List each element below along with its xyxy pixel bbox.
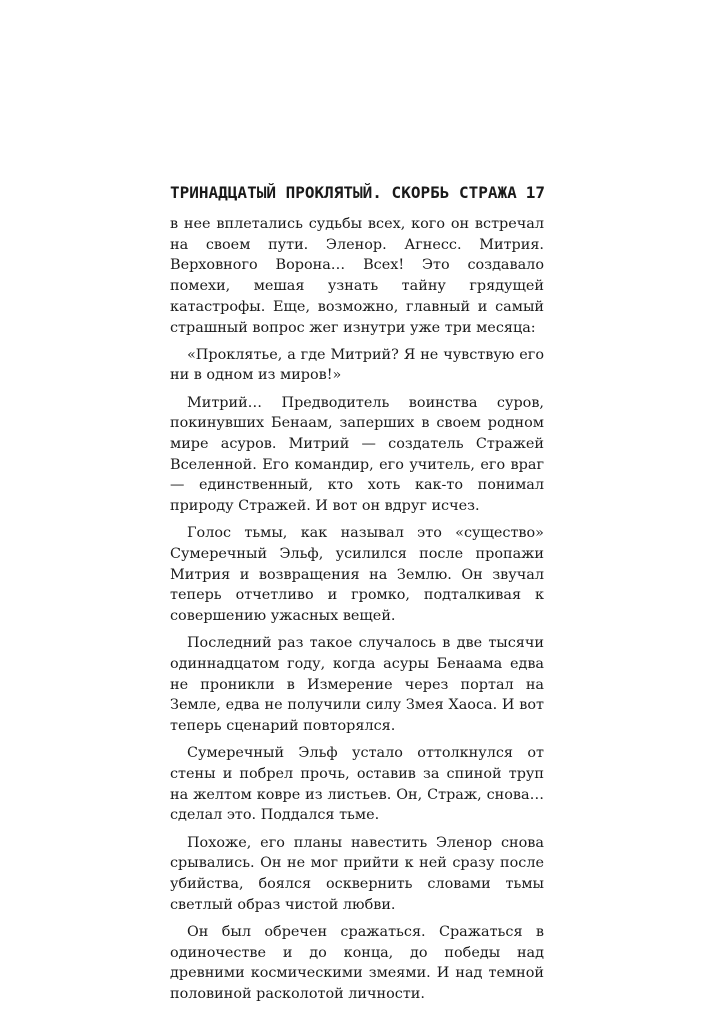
paragraph: «Проклятье, а где Митрий? Я не чувствую его ни в одном из миров!» — [170, 346, 544, 384]
paragraph: в нее вплетались судьбы всех, кого он встречал на своем пути. Эленор. Агнесс. Митрия. Верховного Ворона… Всех! Это создавало помехи, мешая узнать тайну грядущей катастрофы. Еще, возможно, главный и самый страшный вопрос жег изнутри уже три месяца: — [170, 216, 544, 336]
body-text — [170, 214, 544, 1011]
paragraph: Он был обречен сражаться. Сражаться в одиночестве и до конца, до победы над древними космическими змеями. И над темной половиной расколотой личности. — [170, 924, 544, 1003]
paragraph: Голос тьмы, как называл это «существо» Сумеречный Эльф, усилился после пропажи Митрия и возвращения на Землю. Он звучал теперь отчетливо и громко, подталкивая к совершению ужасных вещей. — [170, 525, 544, 625]
paragraph: Похоже, его планы навестить Эленор снова срывались. Он не мог прийти к ней сразу после убийства, боялся осквернить словами тьмы светлый образ чистой любви. — [170, 834, 544, 913]
paragraph: Митрий… Предводитель воинства суров, покинувших Бенаам, заперших в своем родном мире асуров. Митрий — создатель Стражей Вселенной. Его командир, его учитель, его враг — единственный, кто хоть как-то понимал природу Стражей. И вот он вдруг исчез. — [170, 394, 544, 515]
book-title: ТРИНАДЦАТЫЙ ПРОКЛЯТЫЙ. СКОРБЬ СТРАЖА — [170, 183, 517, 202]
paragraph: Сумеречный Эльф устало оттолкнулся от стены и побрел прочь, оставив за спиной труп на желтом ковре из листьев. Он, Страж, снова… сделал это. Поддался тьме. — [170, 745, 544, 824]
running-header — [170, 183, 544, 202]
paragraph: Последний раз такое случалось в две тысячи одиннадцатом году, когда асуры Бенаама едва не проникли в Измерение через портал на Земле, едва не получили силу Змея Хаоса. И вот теперь сценарий повторялся. — [170, 635, 544, 735]
page-number: 17 — [525, 183, 546, 202]
